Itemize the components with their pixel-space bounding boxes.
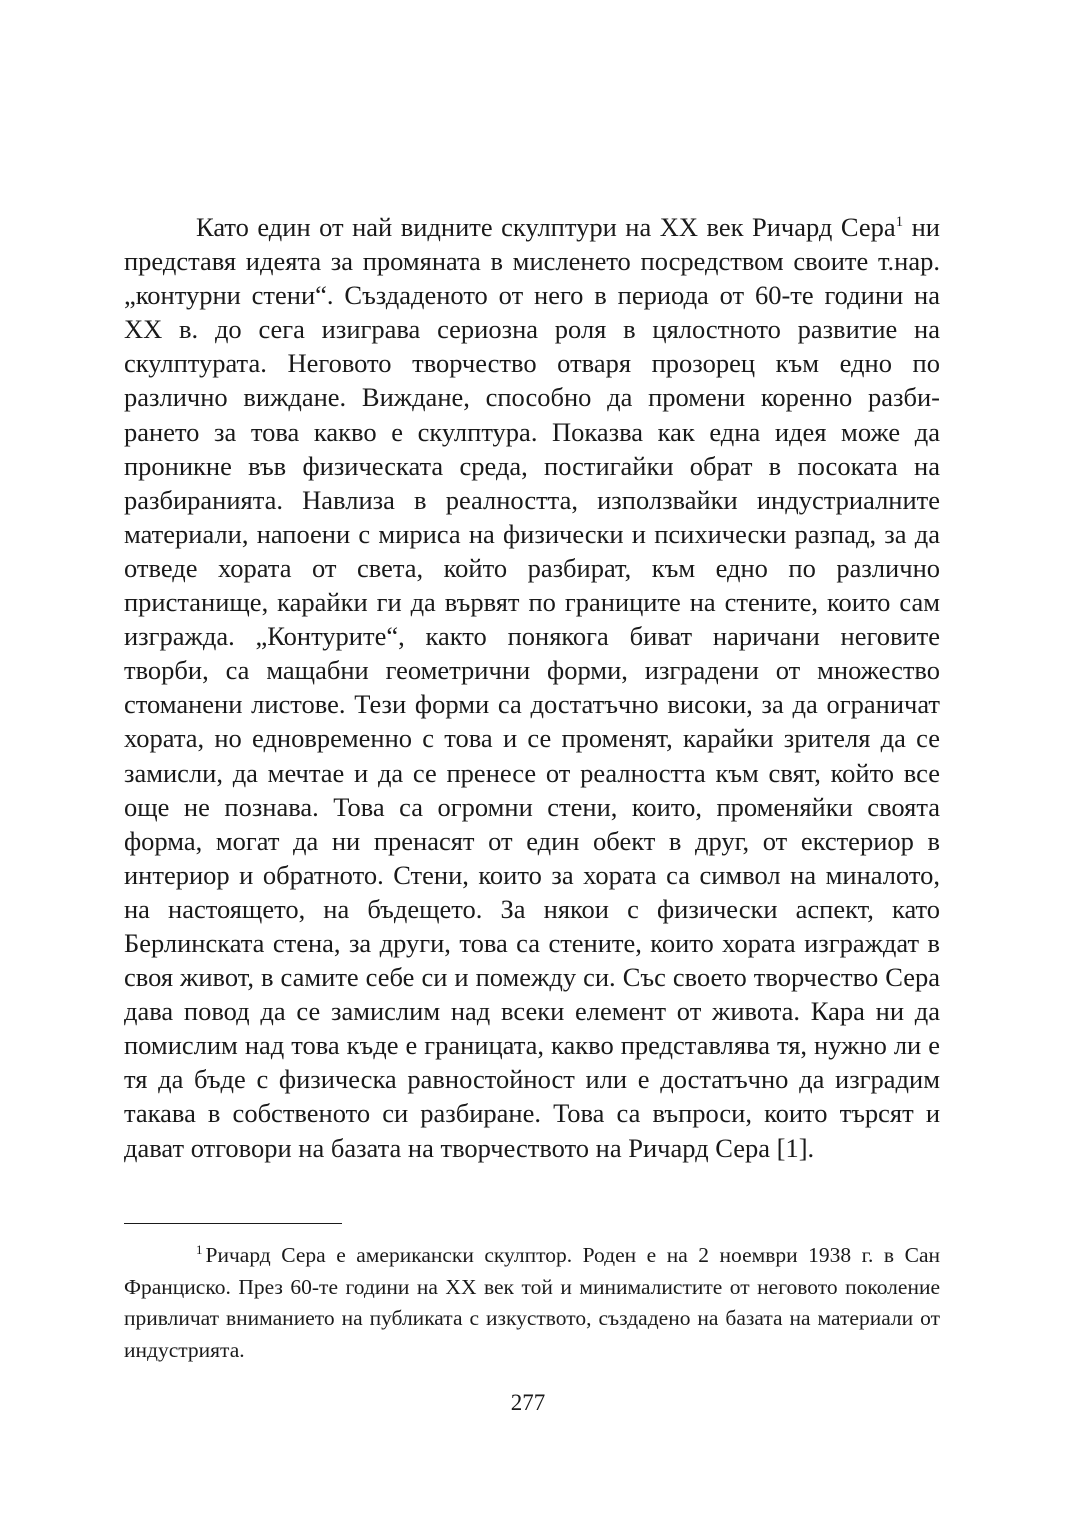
footnote [124, 1240, 940, 1366]
main-paragraph [124, 210, 940, 1165]
footnote-reference: 1 [895, 214, 904, 231]
page-number: 277 [510, 1390, 546, 1415]
main-paragraph-text-rest: ни представя идеята за промяната в мисленето посредством своите т.нар. „контурни стени“. Създаденото от него в периода от 60-те години на XX в. до сега изиграва сериозна роля в цялостното развитие на скулптурата. Неговото творчество отваря прозорец към едно по различно виждане. Виждане, способно да промени коренно разбирането за това какво е скулптура. Показва как една идея може да проникне във физическата среда, постигайки обрат в посоката на разбиранията. Навлиза в реалността, използвайки индустриалните материали, напоени с мириса на физически и психически разпад, за да отведе хората от света, който разбират, към едно по различно пристанище, карайки ги да вървят по границите на стените, които сам изгражда. „Контурите“, както понякога биват наричани неговите творби, са мащабни геометрични форми, изградени от множество стоманени листове. Тези форми са достатъчно високи, за да ограничат хората, но едновременно с това и се променят, карайки зрителя да се замисли, да мечтае и да се пренесе от реалността към свят, който все още не познава. Това са огромни стени, които, променяйки своята форма, могат да ни пренасят от един обект в друг, от екстериор в интериор и обратното. Стени, които за хората са символ на миналото, на настоящето, на бъдещето. За някои с физически аспект, като Берлинската стена, за други, това са стените, които хората изграждат в своя живот, в самите себе си и помежду си. Със своето творчество Сера дава повод да се замислим над всеки елемент от живота. Кара ни да помислим над това къде е границата, какво представлява тя, нужно ли е тя да бъде с физическа равностойност или е достатъчно да изградим такава в собственото си разбиране. Това са въпроси, които търсят и дават отговори на базата на творчеството на Ричард Сера [1]. [124, 212, 940, 1163]
main-paragraph-text-start: Като един от най видните скулптури на XX век Ричард Сера [196, 212, 896, 242]
footnote-divider [124, 1223, 342, 1224]
footnote-text: Ричард Сера е американски скулптор. Роден е на 2 ноември 1938 г. в Сан Франциско. През 60-те години на XX век той и минималистите от неговото поколение привличат вниманието на публиката с изкуството, създадено на базата на материали от индустрията. [124, 1243, 940, 1362]
footnote-mark: 1 [196, 1241, 203, 1257]
